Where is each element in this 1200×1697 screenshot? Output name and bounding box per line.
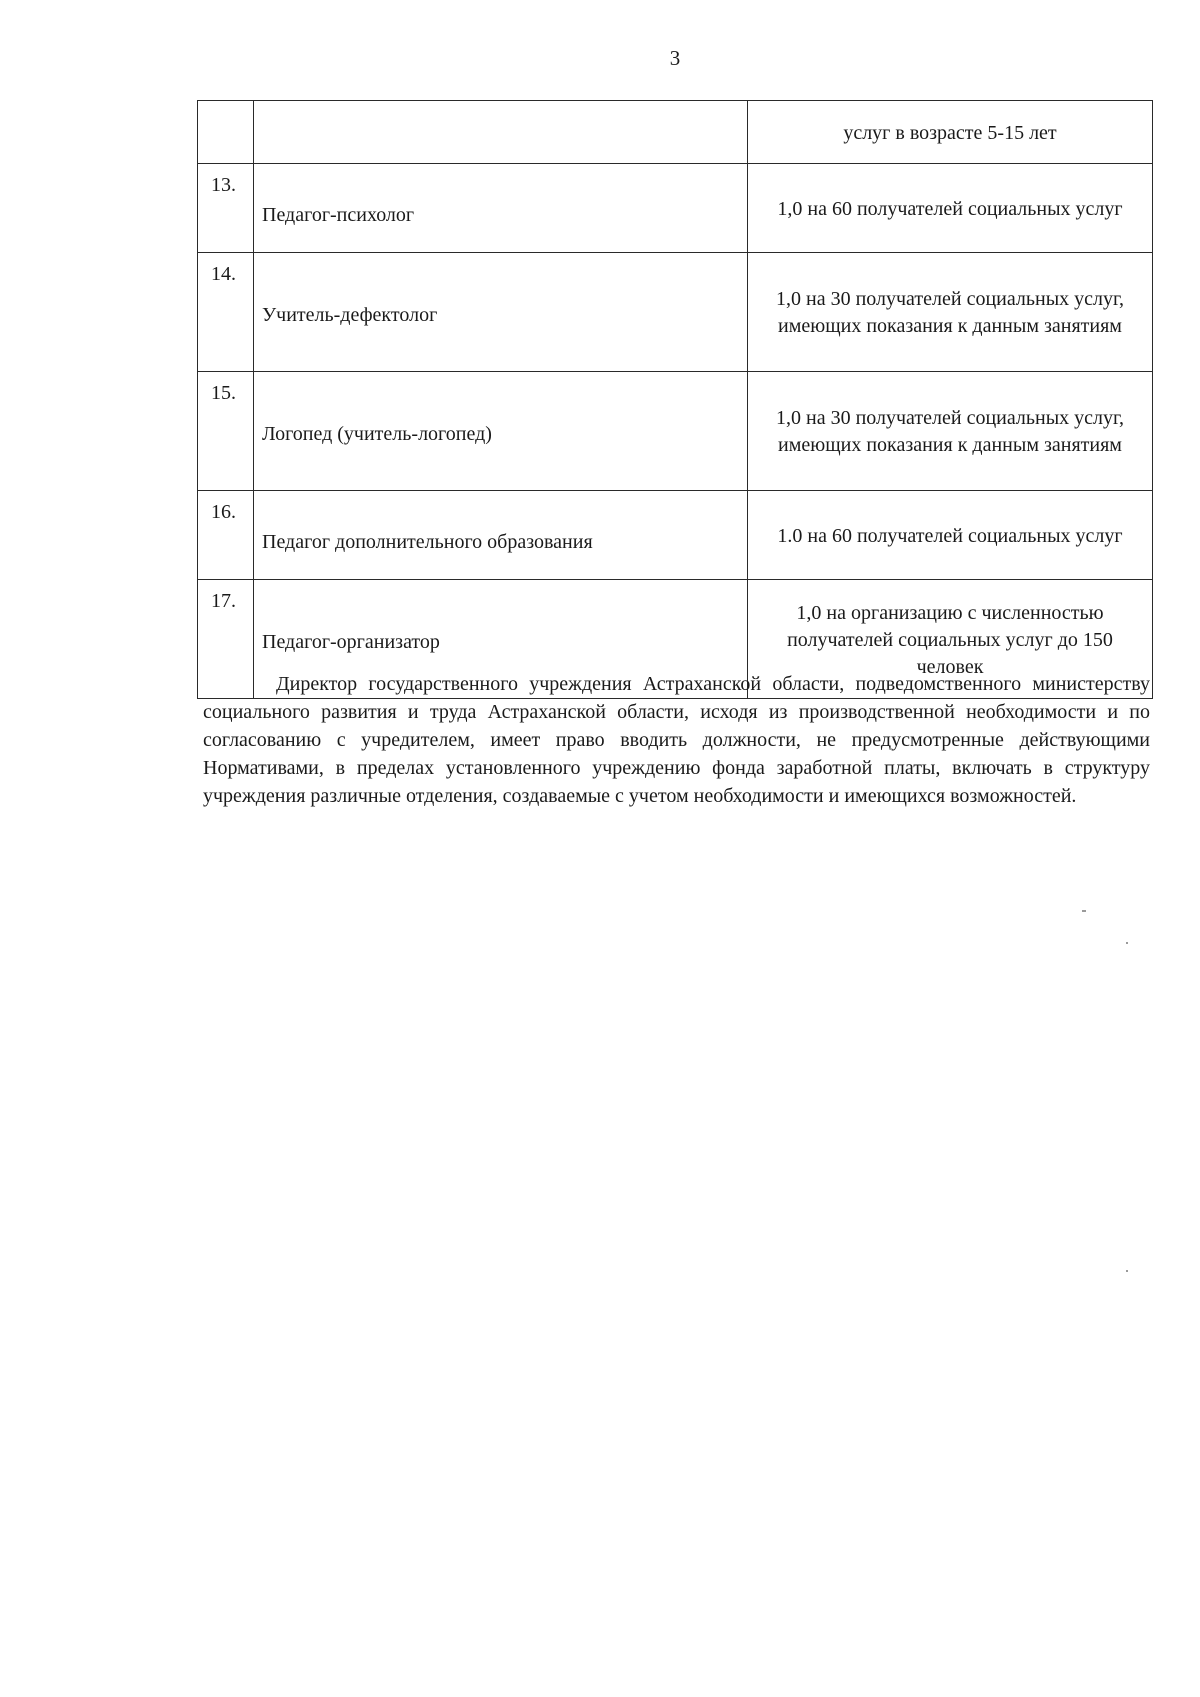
staffing-norm: 1,0 на организацию с численностью получателей социальных услуг до 150 человек [748,580,1153,699]
table-row [198,101,1153,164]
scan-speck [1126,942,1128,944]
position-name: Логопед (учитель-логопед) [254,372,748,491]
row-number: 16. [198,491,254,580]
table-row [198,491,1153,580]
position-name: Педагог дополнительного образования [254,491,748,580]
table-row [198,164,1153,253]
position-name [254,101,748,164]
page-number: 3 [669,46,681,70]
row-number: 15. [198,372,254,491]
staffing-norm: 1,0 на 30 получателей социальных услуг, имеющих показания к данным занятиям [748,372,1153,491]
staffing-norm: 1.0 на 60 получателей социальных услуг [748,491,1153,580]
row-number [198,101,254,164]
position-name: Учитель-дефектолог [254,253,748,372]
row-number: 17. [198,580,254,699]
table-row [198,372,1153,491]
scan-speck [1126,1270,1128,1272]
position-name: Педагог-организатор [254,580,748,699]
staffing-norm: 1,0 на 30 получателей социальных услуг, имеющих показания к данным занятиям [748,253,1153,372]
scan-speck [1082,910,1086,912]
staffing-norm: услуг в возрасте 5-15 лет [748,101,1153,164]
row-number: 13. [198,164,254,253]
staffing-norm: 1,0 на 60 получателей социальных услуг [748,164,1153,253]
director-rights-paragraph: Директор государственного учреждения Астраханской области, подведомственного министерству социального развития и труда Астраханской области, исходя из производственной необходимости и по согласованию с учредителем, имеет право вводить должности, не предусмотренные действующими Нормативами, в пределах установленного учреждению фонда заработной платы, включать в структуру учреждения различные отделения, создаваемые с учетом необходимости и имеющихся возможностей. [203,673,1150,807]
staffing-norms-table [197,100,1153,699]
position-name: Педагог-психолог [254,164,748,253]
row-number: 14. [198,253,254,372]
table-row [198,253,1153,372]
